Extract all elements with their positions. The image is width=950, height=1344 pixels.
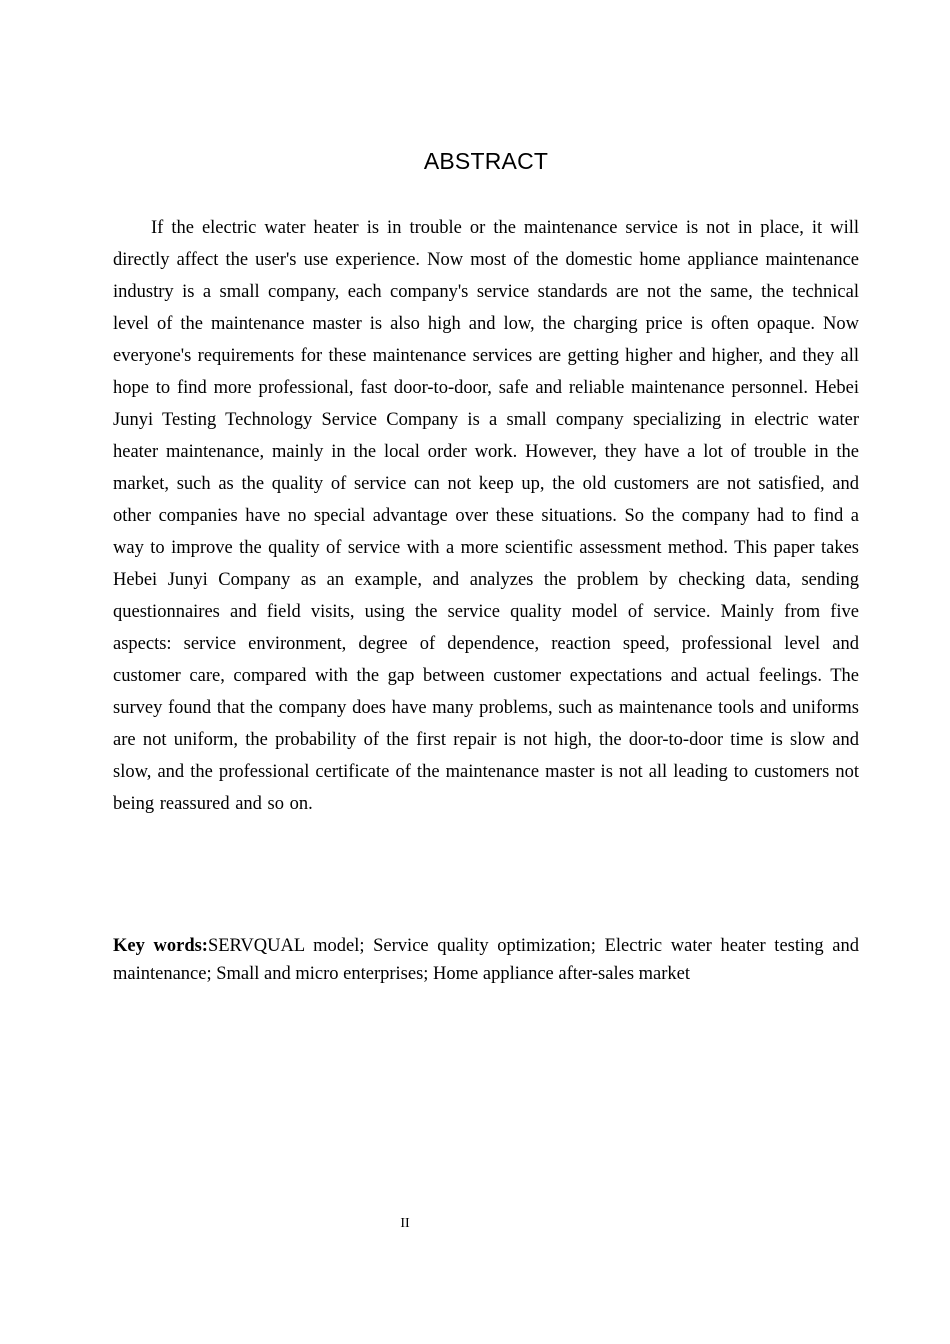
- keywords-text: SERVQUAL model; Service quality optimization; Electric water heater testing and maintenance; Small and micro enterprises; Home appliance after-sales market: [113, 936, 859, 984]
- keywords-label: Key words:: [113, 936, 208, 956]
- abstract-title: ABSTRACT: [423, 148, 549, 174]
- abstract-paragraph: If the electric water heater is in trouble or the maintenance service is not in place, it will directly affect the user's use experience. Now most of the domestic home appliance maintenance industry is a small company, each company's service standards are not the same, the technical level of the maintenance master is also high and low, the charging price is often opaque. Now everyone's requirements for these maintenance services are getting higher and higher, and they all hope to find more professional, fast door-to-door, safe and reliable maintenance personnel. Hebei Junyi Testing Technology Service Company is a small company specializing in electric water heater maintenance, mainly in the local order work. However, they have a lot of trouble in the market, such as the quality of service can not keep up, the old customers are not satisfied, and other companies have no special advantage over these situations. So the company had to find a way to improve the quality of service with a more scientific assessment method. This paper takes Hebei Junyi Company as an example, and analyzes the problem by checking data, sending questionnaires and field visits, using the service quality model of service. Mainly from five aspects: service environment, degree of dependence, reaction speed, professional level and customer care, compared with the gap between customer expectations and actual feelings. The survey found that the company does have many problems, such as maintenance tools and uniforms are not uniform, the probability of the first repair is not high, the door-to-door time is slow and slow, and the professional certificate of the maintenance master is not all leading to customers not being reassured and so on.: [113, 218, 859, 814]
- keywords-section: [113, 932, 859, 988]
- page-number: II: [400, 1216, 410, 1231]
